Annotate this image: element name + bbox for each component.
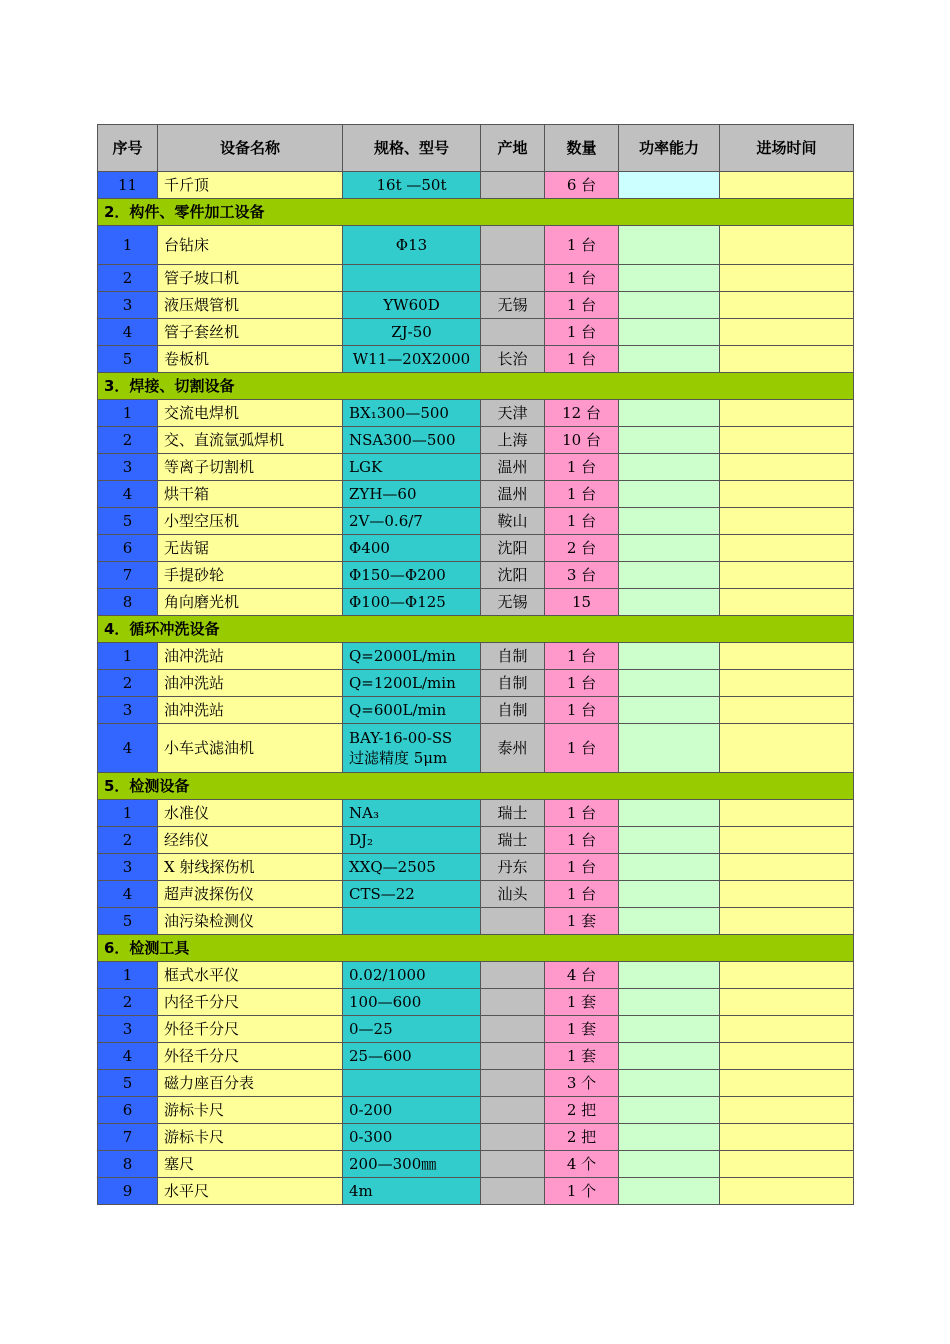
spec-line-1: BAY-16-00-SS: [349, 729, 453, 747]
header-spec: 规格、型号: [343, 125, 481, 172]
cell-power: [619, 346, 720, 373]
cell-no: 3: [98, 854, 158, 881]
cell-spec: 2V—0.6/7: [343, 508, 481, 535]
cell-origin: 瑞士: [481, 827, 545, 854]
cell-qty: 12 台: [545, 400, 619, 427]
cell-origin: 泰州: [481, 724, 545, 773]
cell-qty: 3 台: [545, 562, 619, 589]
cell-name: 台钻床: [158, 226, 343, 265]
cell-time: [720, 265, 854, 292]
cell-no: 9: [98, 1178, 158, 1205]
cell-no: 3: [98, 292, 158, 319]
cell-power: [619, 508, 720, 535]
section-row: [98, 199, 854, 226]
cell-name: 烘干箱: [158, 481, 343, 508]
cell-name: 千斤顶: [158, 172, 343, 199]
cell-no: 7: [98, 562, 158, 589]
section-row: [98, 773, 854, 800]
cell-spec: 100—600: [343, 989, 481, 1016]
cell-qty: 2 把: [545, 1124, 619, 1151]
cell-origin: 沈阳: [481, 562, 545, 589]
cell-name: 角向磨光机: [158, 589, 343, 616]
cell-spec: 0—25: [343, 1016, 481, 1043]
cell-qty: 1 台: [545, 670, 619, 697]
cell-origin: 鞍山: [481, 508, 545, 535]
cell-time: [720, 508, 854, 535]
cell-name: 游标卡尺: [158, 1097, 343, 1124]
cell-qty: 6 台: [545, 172, 619, 199]
cell-name: 磁力座百分表: [158, 1070, 343, 1097]
cell-origin: 丹东: [481, 854, 545, 881]
cell-power: [619, 643, 720, 670]
cell-spec: DJ₂: [343, 827, 481, 854]
cell-no: 6: [98, 1097, 158, 1124]
cell-origin: 温州: [481, 454, 545, 481]
table-row: [98, 172, 854, 199]
table-row: [98, 724, 854, 773]
cell-origin: 汕头: [481, 881, 545, 908]
cell-power: [619, 562, 720, 589]
cell-name: 水平尺: [158, 1178, 343, 1205]
cell-power: [619, 1151, 720, 1178]
cell-qty: 1 台: [545, 800, 619, 827]
spec-line-2: 过滤精度 5μm: [349, 749, 448, 767]
cell-power: [619, 265, 720, 292]
cell-origin: 自制: [481, 670, 545, 697]
cell-spec: XXQ—2505: [343, 854, 481, 881]
cell-time: [720, 962, 854, 989]
cell-origin: 天津: [481, 400, 545, 427]
cell-spec: Φ400: [343, 535, 481, 562]
cell-spec: CTS—22: [343, 881, 481, 908]
cell-no: 1: [98, 400, 158, 427]
cell-no: 4: [98, 481, 158, 508]
cell-no: 1: [98, 800, 158, 827]
cell-time: [720, 535, 854, 562]
cell-no: 2: [98, 427, 158, 454]
cell-no: 1: [98, 962, 158, 989]
cell-origin: [481, 908, 545, 935]
cell-name: 游标卡尺: [158, 1124, 343, 1151]
cell-name: 水准仪: [158, 800, 343, 827]
cell-no: 3: [98, 454, 158, 481]
cell-no: 3: [98, 1016, 158, 1043]
cell-qty: 1 台: [545, 265, 619, 292]
cell-origin: 自制: [481, 697, 545, 724]
cell-spec: ZJ-50: [343, 319, 481, 346]
table-row: [98, 226, 854, 265]
table-row: [98, 346, 854, 373]
table-row: [98, 535, 854, 562]
cell-name: 外径千分尺: [158, 1016, 343, 1043]
cell-qty: 15: [545, 589, 619, 616]
cell-no: 5: [98, 346, 158, 373]
cell-spec: Φ100—Φ125: [343, 589, 481, 616]
cell-qty: 1 台: [545, 226, 619, 265]
table-row: [98, 1043, 854, 1070]
table-row: [98, 989, 854, 1016]
cell-qty: 1 台: [545, 697, 619, 724]
cell-power: [619, 400, 720, 427]
cell-spec: NA₃: [343, 800, 481, 827]
table-row: [98, 800, 854, 827]
table-row: [98, 881, 854, 908]
cell-time: [720, 989, 854, 1016]
cell-spec: 200—300㎜: [343, 1151, 481, 1178]
cell-qty: 4 台: [545, 962, 619, 989]
cell-no: 1: [98, 643, 158, 670]
section-row: [98, 373, 854, 400]
cell-no: 2: [98, 827, 158, 854]
cell-spec: [343, 724, 481, 773]
cell-origin: [481, 1097, 545, 1124]
table-row: [98, 962, 854, 989]
cell-power: [619, 1097, 720, 1124]
cell-no: 5: [98, 1070, 158, 1097]
cell-time: [720, 589, 854, 616]
table-row: [98, 1016, 854, 1043]
header-time: 进场时间: [720, 125, 854, 172]
cell-name: 油冲洗站: [158, 643, 343, 670]
cell-no: 3: [98, 697, 158, 724]
cell-power: [619, 989, 720, 1016]
cell-spec: 4m: [343, 1178, 481, 1205]
cell-name: 管子套丝机: [158, 319, 343, 346]
cell-spec: LGK: [343, 454, 481, 481]
cell-no: 11: [98, 172, 158, 199]
cell-origin: [481, 1016, 545, 1043]
cell-spec: NSA300—500: [343, 427, 481, 454]
cell-no: 1: [98, 226, 158, 265]
cell-time: [720, 172, 854, 199]
cell-no: 2: [98, 265, 158, 292]
cell-power: [619, 226, 720, 265]
table-row: [98, 670, 854, 697]
header-no: 序号: [98, 125, 158, 172]
cell-name: 交、直流氩弧焊机: [158, 427, 343, 454]
table-row: [98, 827, 854, 854]
cell-name: 油冲洗站: [158, 697, 343, 724]
cell-spec: Φ13: [343, 226, 481, 265]
cell-origin: 无锡: [481, 589, 545, 616]
cell-spec: 0-200: [343, 1097, 481, 1124]
cell-power: [619, 535, 720, 562]
table-row: [98, 562, 854, 589]
cell-no: 4: [98, 1043, 158, 1070]
cell-name: 油污染检测仪: [158, 908, 343, 935]
cell-power: [619, 697, 720, 724]
cell-power: [619, 1124, 720, 1151]
cell-power: [619, 962, 720, 989]
cell-name: 液压煨管机: [158, 292, 343, 319]
cell-time: [720, 854, 854, 881]
cell-power: [619, 1043, 720, 1070]
cell-power: [619, 800, 720, 827]
cell-no: 7: [98, 1124, 158, 1151]
cell-spec: [343, 1070, 481, 1097]
cell-power: [619, 481, 720, 508]
cell-origin: [481, 265, 545, 292]
cell-origin: 沈阳: [481, 535, 545, 562]
table-row: [98, 697, 854, 724]
cell-qty: 1 台: [545, 643, 619, 670]
cell-qty: 1 台: [545, 292, 619, 319]
cell-spec: 16t —50t: [343, 172, 481, 199]
table-row: [98, 1151, 854, 1178]
cell-name: 小车式滤油机: [158, 724, 343, 773]
section-title: 3．焊接、切割设备: [98, 373, 854, 400]
cell-time: [720, 670, 854, 697]
cell-qty: 1 套: [545, 989, 619, 1016]
cell-time: [720, 292, 854, 319]
cell-origin: [481, 1124, 545, 1151]
cell-qty: 4 个: [545, 1151, 619, 1178]
cell-origin: 温州: [481, 481, 545, 508]
cell-qty: 1 台: [545, 481, 619, 508]
cell-power: [619, 854, 720, 881]
cell-no: 4: [98, 724, 158, 773]
cell-time: [720, 562, 854, 589]
cell-origin: 无锡: [481, 292, 545, 319]
table-row: [98, 643, 854, 670]
cell-spec: Q=2000L/min: [343, 643, 481, 670]
header-qty: 数量: [545, 125, 619, 172]
cell-name: 等离子切割机: [158, 454, 343, 481]
cell-power: [619, 908, 720, 935]
cell-spec: 0-300: [343, 1124, 481, 1151]
cell-origin: 长治: [481, 346, 545, 373]
section-row: [98, 935, 854, 962]
cell-spec: W11—20X2000: [343, 346, 481, 373]
cell-time: [720, 481, 854, 508]
cell-time: [720, 643, 854, 670]
cell-origin: 瑞士: [481, 800, 545, 827]
cell-no: 4: [98, 319, 158, 346]
cell-time: [720, 1151, 854, 1178]
cell-origin: [481, 1070, 545, 1097]
cell-no: 2: [98, 989, 158, 1016]
cell-name: 手提砂轮: [158, 562, 343, 589]
cell-power: [619, 454, 720, 481]
cell-time: [720, 1124, 854, 1151]
cell-spec: [343, 265, 481, 292]
cell-power: [619, 881, 720, 908]
cell-qty: 10 台: [545, 427, 619, 454]
cell-name: 管子坡口机: [158, 265, 343, 292]
cell-qty: 1 个: [545, 1178, 619, 1205]
section-title: 5．检测设备: [98, 773, 854, 800]
section-title: 6．检测工具: [98, 935, 854, 962]
cell-name: 无齿锯: [158, 535, 343, 562]
table-row: [98, 1097, 854, 1124]
cell-name: 内径千分尺: [158, 989, 343, 1016]
cell-origin: 上海: [481, 427, 545, 454]
cell-power: [619, 1178, 720, 1205]
header-power: 功率能力: [619, 125, 720, 172]
table-row: [98, 589, 854, 616]
cell-time: [720, 1178, 854, 1205]
cell-qty: 1 台: [545, 827, 619, 854]
cell-no: 8: [98, 589, 158, 616]
cell-spec: ZYH—60: [343, 481, 481, 508]
table-row: [98, 1178, 854, 1205]
section-title: 4．循环冲洗设备: [98, 616, 854, 643]
table-row: [98, 427, 854, 454]
cell-time: [720, 400, 854, 427]
table-row: [98, 1124, 854, 1151]
cell-name: 油冲洗站: [158, 670, 343, 697]
cell-power: [619, 670, 720, 697]
table-row: [98, 908, 854, 935]
cell-qty: 2 把: [545, 1097, 619, 1124]
cell-spec: YW60D: [343, 292, 481, 319]
cell-qty: 1 套: [545, 908, 619, 935]
cell-spec: [343, 908, 481, 935]
cell-qty: 1 台: [545, 346, 619, 373]
section-title: 2．构件、零件加工设备: [98, 199, 854, 226]
cell-power: [619, 172, 720, 199]
cell-origin: [481, 1178, 545, 1205]
cell-qty: 3 个: [545, 1070, 619, 1097]
cell-time: [720, 226, 854, 265]
header-origin: 产地: [481, 125, 545, 172]
cell-name: 外径千分尺: [158, 1043, 343, 1070]
cell-power: [619, 827, 720, 854]
cell-origin: [481, 226, 545, 265]
cell-origin: [481, 172, 545, 199]
cell-name: 框式水平仪: [158, 962, 343, 989]
equipment-table: [97, 124, 854, 1205]
cell-qty: 1 台: [545, 881, 619, 908]
cell-name: 塞尺: [158, 1151, 343, 1178]
cell-no: 6: [98, 535, 158, 562]
cell-time: [720, 908, 854, 935]
cell-time: [720, 1070, 854, 1097]
cell-name: 经纬仪: [158, 827, 343, 854]
cell-spec: Φ150—Φ200: [343, 562, 481, 589]
cell-name: X 射线探伤机: [158, 854, 343, 881]
cell-qty: 1 台: [545, 854, 619, 881]
cell-time: [720, 427, 854, 454]
cell-no: 2: [98, 670, 158, 697]
cell-name: 卷板机: [158, 346, 343, 373]
cell-time: [720, 1043, 854, 1070]
cell-power: [619, 292, 720, 319]
cell-origin: [481, 1043, 545, 1070]
cell-power: [619, 319, 720, 346]
cell-qty: 1 台: [545, 724, 619, 773]
table-row: [98, 292, 854, 319]
table-row: [98, 454, 854, 481]
cell-origin: [481, 1151, 545, 1178]
cell-time: [720, 454, 854, 481]
cell-time: [720, 1097, 854, 1124]
cell-no: 8: [98, 1151, 158, 1178]
cell-time: [720, 827, 854, 854]
cell-qty: 1 套: [545, 1016, 619, 1043]
cell-time: [720, 724, 854, 773]
cell-no: 5: [98, 508, 158, 535]
cell-name: 超声波探伤仪: [158, 881, 343, 908]
cell-qty: 1 套: [545, 1043, 619, 1070]
cell-origin: [481, 319, 545, 346]
cell-qty: 2 台: [545, 535, 619, 562]
cell-no: 5: [98, 908, 158, 935]
cell-time: [720, 1016, 854, 1043]
cell-qty: 1 台: [545, 319, 619, 346]
header-name: 设备名称: [158, 125, 343, 172]
cell-name: 交流电焊机: [158, 400, 343, 427]
cell-spec: Q=600L/min: [343, 697, 481, 724]
cell-no: 4: [98, 881, 158, 908]
cell-power: [619, 589, 720, 616]
cell-spec: 25—600: [343, 1043, 481, 1070]
cell-power: [619, 1016, 720, 1043]
cell-qty: 1 台: [545, 508, 619, 535]
table-row: [98, 1070, 854, 1097]
section-row: [98, 616, 854, 643]
table-row: [98, 319, 854, 346]
cell-origin: [481, 989, 545, 1016]
cell-power: [619, 1070, 720, 1097]
table-row: [98, 265, 854, 292]
cell-name: 小型空压机: [158, 508, 343, 535]
cell-spec: 0.02/1000: [343, 962, 481, 989]
table-body: [98, 172, 854, 1205]
cell-qty: 1 台: [545, 454, 619, 481]
table-row: [98, 854, 854, 881]
cell-spec: Q=1200L/min: [343, 670, 481, 697]
cell-time: [720, 800, 854, 827]
cell-time: [720, 697, 854, 724]
cell-power: [619, 724, 720, 773]
cell-time: [720, 881, 854, 908]
cell-spec: BX₁300—500: [343, 400, 481, 427]
cell-power: [619, 427, 720, 454]
table-header-row: [98, 125, 854, 172]
cell-origin: 自制: [481, 643, 545, 670]
table-row: [98, 400, 854, 427]
cell-time: [720, 319, 854, 346]
cell-time: [720, 346, 854, 373]
table-row: [98, 508, 854, 535]
table-row: [98, 481, 854, 508]
cell-origin: [481, 962, 545, 989]
